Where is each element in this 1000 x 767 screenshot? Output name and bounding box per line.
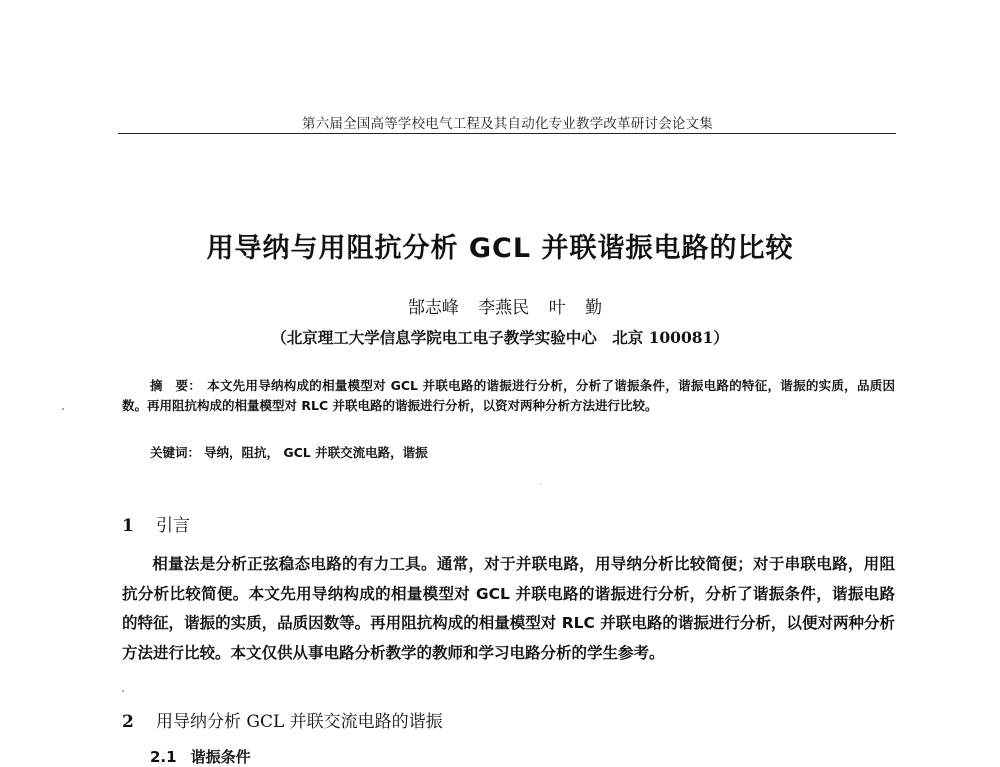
section-title: 用导纳分析 GCL 并联交流电路的谐振: [156, 712, 443, 732]
scan-speck: [62, 408, 64, 410]
paper-affiliation: （北京理工大学信息学院电工电子教学实验中心 北京 100081）: [271, 328, 729, 347]
header-rule: [118, 133, 896, 134]
abstract: [122, 376, 895, 416]
subsection-heading-2-1: [150, 746, 251, 767]
scan-speck: [540, 484, 541, 485]
running-header: 第六届全国高等学校电气工程及其自动化专业教学改革研讨会论文集: [302, 116, 713, 132]
keywords: [150, 443, 895, 461]
abstract-text: 本文先用导纳构成的相量模型对 GCL 并联电路的谐振进行分析，分析了谐振条件，谐振电路的特征，谐振的实质，品质因数。再用阻抗构成的相量模型对 RLC 并联电路的谐振进行分析，以资对两种分析方法进行比较。: [122, 378, 895, 413]
section-1-paragraph: [122, 550, 895, 668]
paper-title: 用导纳与用阻抗分析 GCL 并联谐振电路的比较: [206, 233, 794, 264]
keywords-text: 导纳，阻抗， GCL 并联交流电路，谐振: [204, 445, 428, 460]
section-title: 引言: [156, 516, 190, 536]
paragraph-text: 相量法是分析正弦稳态电路的有力工具。通常，对于并联电路，用导纳分析比较简便；对于串联电路，用阻抗分析比较简便。本文先用导纳构成的相量模型对 GCL 并联电路的谐振进行分析，分析了谐振条件，谐振电路的特征，谐振的实质，品质因数等。再用阻抗构成的相量模型对 RLC 并联电路的谐振进行分析，以便对两种分析方法进行比较。本文仅供从事电路分析教学的教师和学习电路分析的学生参考。: [122, 555, 895, 662]
section-number: 2: [122, 712, 134, 732]
scan-speck: [122, 690, 124, 692]
abstract-label: 摘 要：: [150, 378, 202, 393]
paper-authors: 郜志峰 李燕民 叶 勤: [407, 298, 603, 318]
section-heading-1: [122, 511, 190, 536]
section-heading-2: [122, 707, 443, 732]
subsection-number: 2.1: [150, 748, 177, 766]
subsection-title: 谐振条件: [190, 748, 251, 766]
keywords-label: 关键词：: [150, 445, 201, 460]
section-number: 1: [122, 516, 134, 536]
